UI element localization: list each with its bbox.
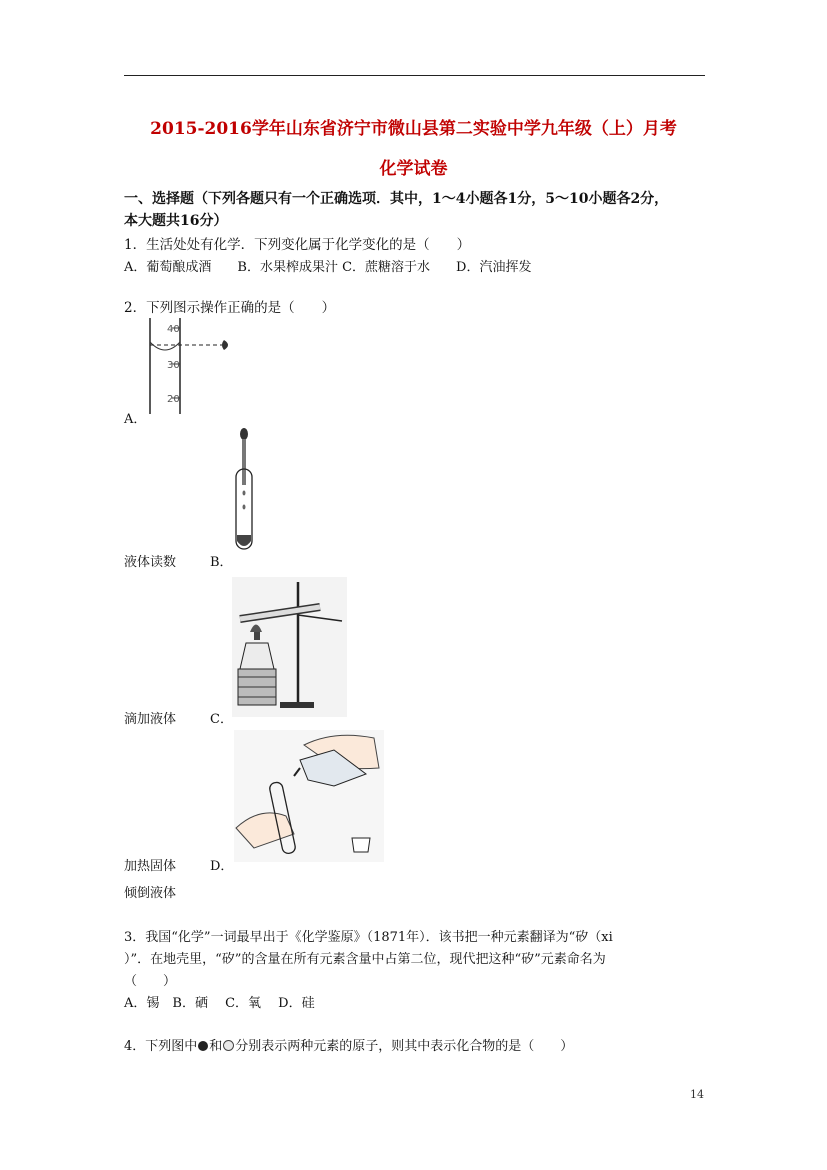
page-number: 14 [690,1088,704,1101]
section-heading: 一、选择题（下列各题只有一个正确选项．其中，1～4小题各1分，5～10小题各2分， [124,191,669,207]
question-4-stem [124,1035,573,1054]
dark-atom-icon [198,1041,208,1051]
tick-label-40: 40 [167,324,180,335]
option-c-label: C． [210,712,233,727]
question-1-stem: 1．生活处处有化学．下列变化属于化学变化的是（ ） [124,237,471,253]
light-atom-icon [223,1040,234,1051]
tick-label-30: 30 [167,360,180,371]
option-b-label: B． [210,555,233,570]
tick-label-20: 20 [167,394,180,405]
header-rule [124,75,705,76]
question-3-line-2: ）”．在地壳里，“矽”的含量在所有元素含量中占第二位，现代把这种“矽”元素命名为 [124,952,606,967]
caption-d: 倾倒液体 [124,886,177,901]
figure-b-dropping-liquid [232,425,262,555]
question-2-stem: 2．下列图示操作正确的是（ ） [124,300,336,316]
question-3-line-3: （ ） [124,974,177,989]
question-1-options: A．葡萄酿成酒 B．水果榨成果汁 C．蔗糖溶于水 D．汽油挥发 [124,260,532,275]
figure-c-heating-solid [232,577,347,717]
question-4-stem-part-1: 4．下列图中 [124,1039,198,1054]
question-3-line-1: 3．我国“化学”一词最早出于《化学鉴原》（1871年）．该书把一种元素翻译为“矽（xi [124,930,613,945]
caption-a: 液体读数 [124,555,177,570]
question-4-stem-part-3: 分别表示两种元素的原子，则其中表示化合物的是（ ） [235,1039,574,1054]
figure-a-cylinder-reading [140,318,240,418]
eye-icon [222,340,228,350]
option-a-label: A． [124,412,147,427]
caption-c: 加热固体 [124,859,177,874]
section-heading-cont: 本大题共16分） [124,213,228,229]
figure-d-pouring-liquid [234,730,384,862]
question-4-stem-part-2: 和 [209,1039,223,1054]
option-d-label: D． [210,859,234,874]
exam-subtitle: 化学试卷 [379,159,448,179]
exam-title: 2015-2016学年山东省济宁市微山县第二实验中学九年级（上）月考 [150,119,677,139]
question-3-options: A．锡 B．硒 C．氧 D．硅 [124,996,315,1011]
caption-b: 滴加液体 [124,712,177,727]
